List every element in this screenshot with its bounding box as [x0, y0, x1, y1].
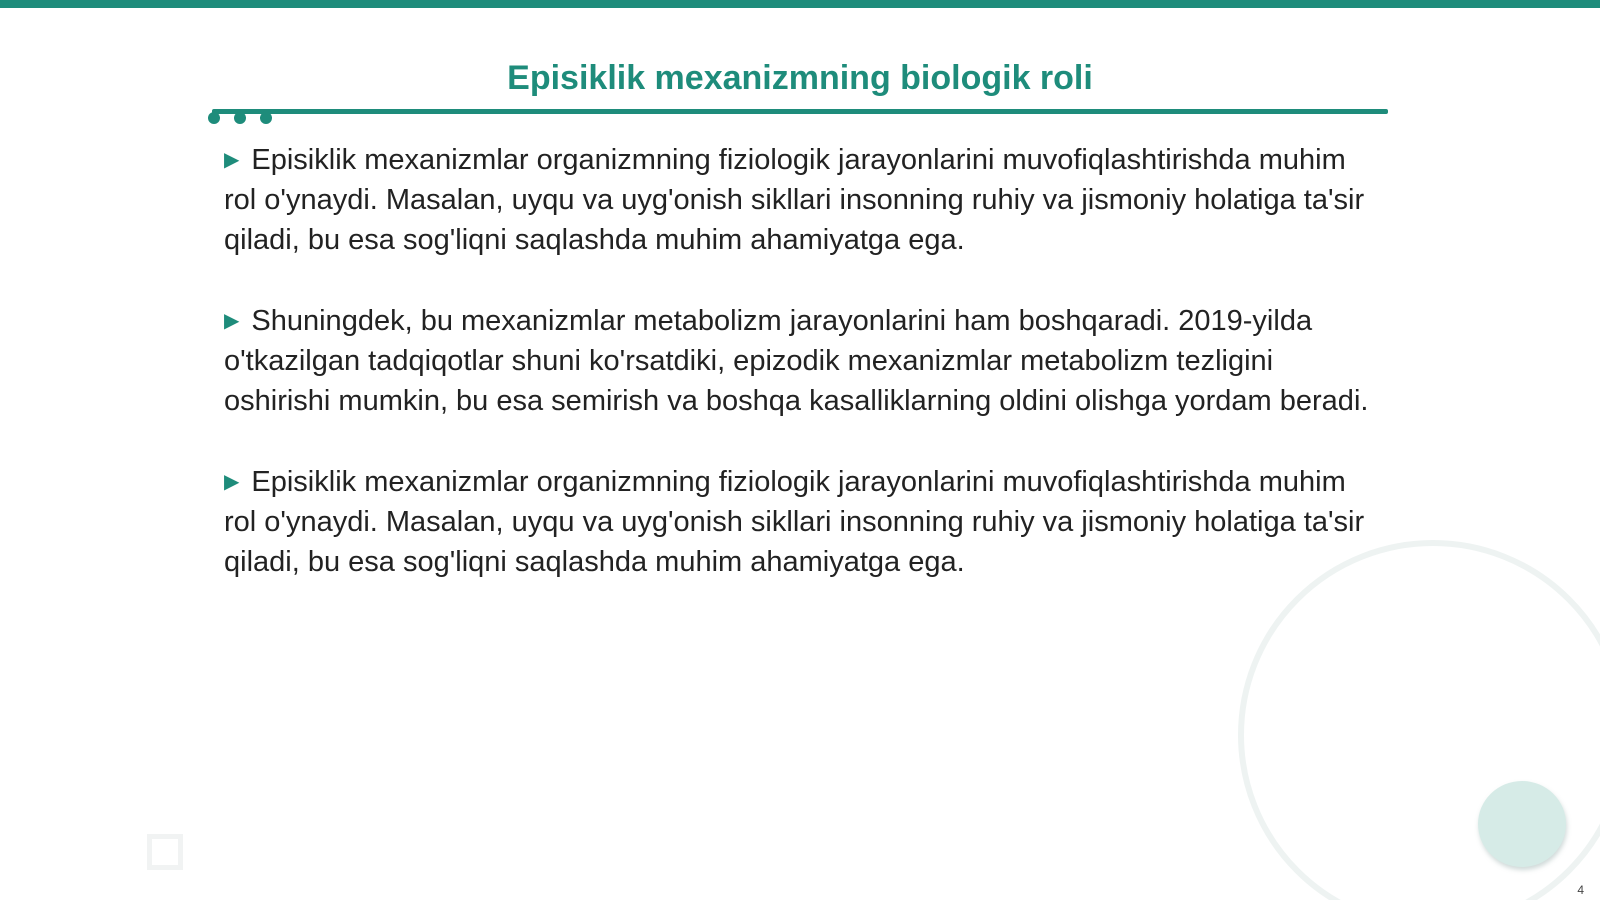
bullet-text: Episiklik mexanizmlar organizmning fiziologik jarayonlarini muvofiqlashtirishda muhim rol o'ynaydi. Masalan, uyqu va uyg'onish sikllari insonning ruhiy va jismoniy holatiga ta'sir qiladi, bu esa sog'liqni saqlashda muhim ahamiyatga ega.: [224, 144, 1365, 256]
triangle-bullet-icon: ▶: [224, 310, 240, 332]
slide-title: Episiklik mexanizmning biologik roli: [507, 59, 1093, 97]
underline-dot-icon: [260, 112, 272, 124]
triangle-bullet-icon: ▶: [224, 471, 240, 493]
underline-dot-icon: [234, 112, 246, 124]
page-number: 4: [1577, 883, 1584, 897]
decorative-square: [147, 834, 183, 870]
bullet-item: [224, 462, 1384, 582]
underline-dot-icon: [208, 112, 220, 124]
triangle-bullet-icon: ▶: [224, 149, 240, 171]
bullet-text: Shuningdek, bu mexanizmlar metabolizm jarayonlarini ham boshqaradi. 2019-yilda o'tkazilgan tadqiqotlar shuni ko'rsatdiki, epizodik mexanizmlar metabolizm tezligini oshirishi mumkin, bu esa semirish va boshqa kasalliklarning oldini olishga yordam beradi.: [224, 305, 1369, 417]
bullet-text: Episiklik mexanizmlar organizmning fiziologik jarayonlarini muvofiqlashtirishda muhim rol o'ynaydi. Masalan, uyqu va uyg'onish sikllari insonning ruhiy va jismoniy holatiga ta'sir qiladi, bu esa sog'liqni saqlashda muhim ahamiyatga ega.: [224, 466, 1365, 578]
title-underline: [212, 109, 1388, 114]
bullet-item: [224, 140, 1384, 260]
decorative-circle: [1478, 781, 1566, 867]
bullet-item: [224, 301, 1384, 421]
top-accent-bar: [0, 0, 1600, 8]
bullet-list: [224, 140, 1384, 623]
